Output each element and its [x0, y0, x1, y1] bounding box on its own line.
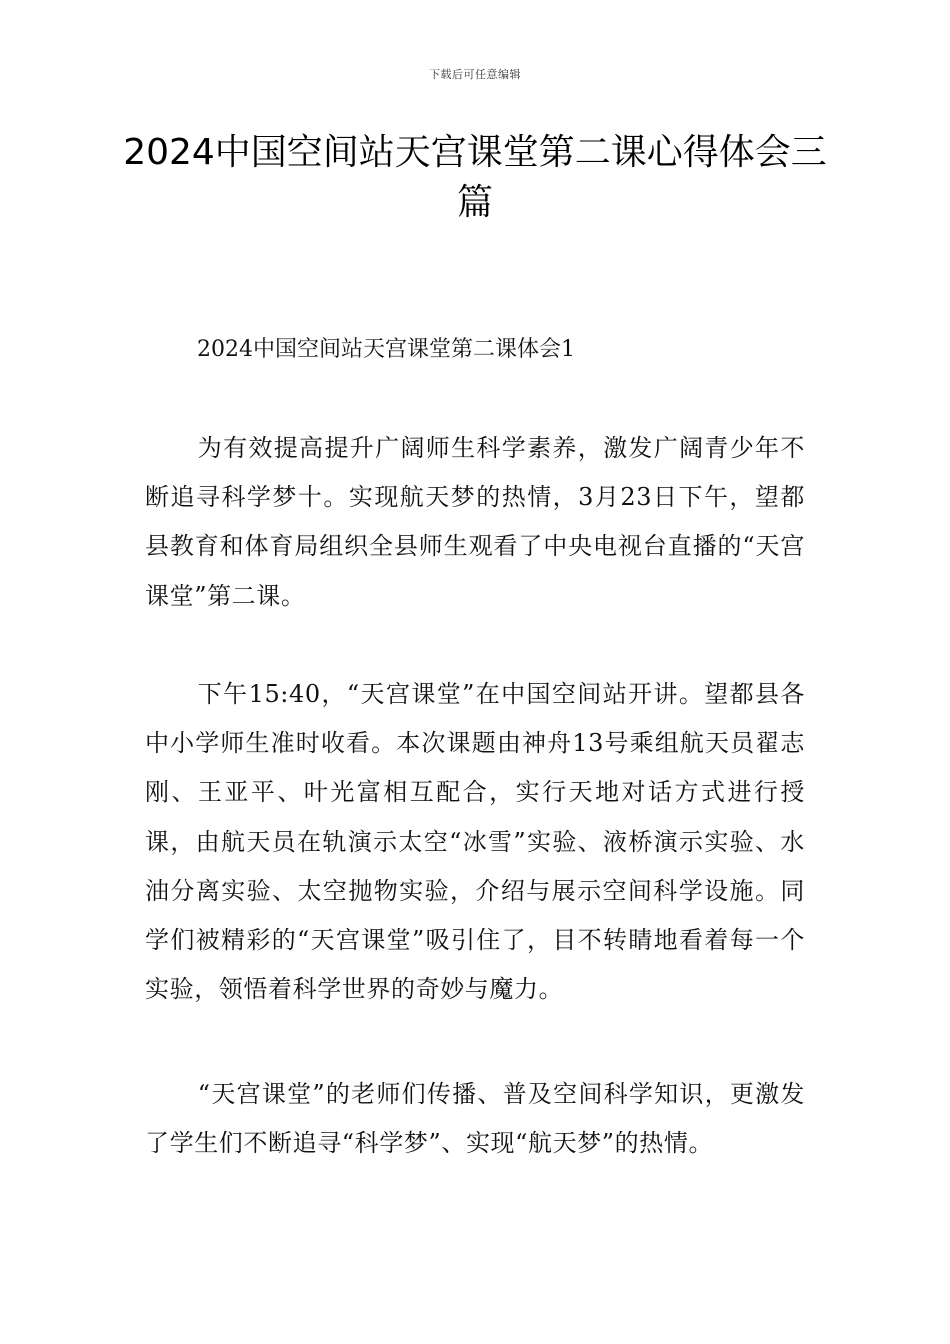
paragraph-2: 下午15:40，“天宫课堂”在中国空间站开讲。望都县各中小学师生准时收看。本次课题由神舟13号乘组航天员翟志刚、王亚平、叶光富相互配合，实行天地对话方式进行授课，由航天员在轨演示太空“冰雪”实验、液桥演示实验、水油分离实验、太空抛物实验，介绍与展示空间科学设施。同学们被精彩的“天宫课堂”吸引住了，目不转睛地看着每一个实验，领悟着科学世界的奇妙与魔力。	[145, 680, 805, 1004]
header-note: 下载后可任意编辑	[429, 68, 521, 81]
paragraph-3: “天宫课堂”的老师们传播、普及空间科学知识，更激发了学生们不断追寻“科学梦”、实现“航天梦”的热情。	[145, 1080, 805, 1158]
document-title: 2024中国空间站天宫课堂第二课心得体会三篇	[123, 132, 827, 223]
paragraph-1: 为有效提高提升广阔师生科学素养，激发广阔青少年不断追寻科学梦十。实现航天梦的热情，3月23日下午，望都县教育和体育局组织全县师生观看了中央电视台直播的“天宫课堂”第二课。	[145, 434, 805, 610]
section-heading: 2024中国空间站天宫课堂第二课体会1	[197, 337, 575, 362]
